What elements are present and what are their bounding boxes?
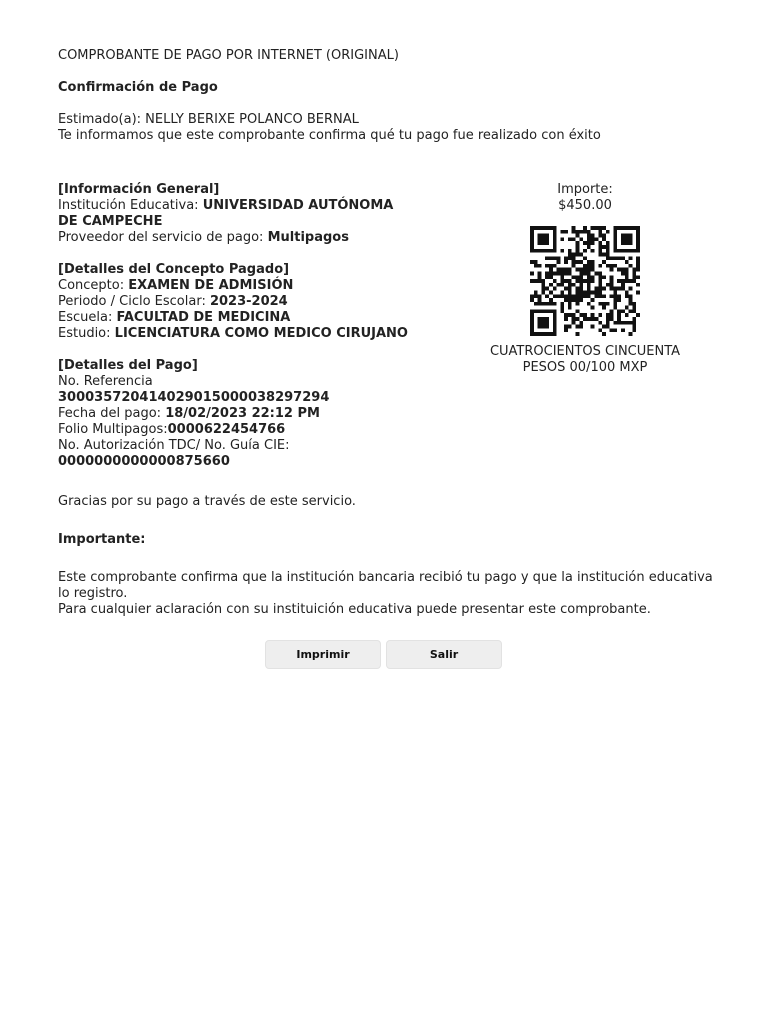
- folio-value: 0000622454766: [167, 422, 286, 437]
- payer-name: NELLY BERIXE POLANCO BERNAL: [145, 112, 359, 127]
- period-label: Periodo / Ciclo Escolar:: [58, 294, 210, 309]
- school-label: Escuela:: [58, 310, 117, 325]
- date-label: Fecha del pago:: [58, 406, 166, 421]
- school-value: FACULTAD DE MEDICINA: [116, 310, 291, 325]
- provider-row: [58, 230, 458, 246]
- concept-row: [58, 278, 458, 294]
- confirmation-title: Confirmación de Pago: [58, 80, 218, 95]
- receipt-title: COMPROBANTE DE PAGO POR INTERNET (ORIGINAL): [58, 48, 399, 63]
- general-info-title: [Información General]: [58, 182, 220, 197]
- important-line1: Este comprobante confirma que la institución bancaria recibió tu pago y que la institución educativa lo registro.: [58, 570, 713, 601]
- provider-value: Multipagos: [267, 230, 349, 245]
- important-line2: Para cualquier aclaración con su instituición educativa puede presentar este comprobante.: [58, 602, 651, 617]
- amount-words-line1: CUATROCIENTOS CINCUENTA: [489, 344, 681, 359]
- details-column: [58, 182, 458, 470]
- institution-value-line1: UNIVERSIDAD AUTÓNOMA: [202, 198, 394, 213]
- institution-value-line2: DE CAMPECHE: [58, 214, 163, 229]
- print-button[interactable]: Imprimir: [265, 640, 381, 669]
- concept-label: Concepto:: [58, 278, 129, 293]
- period-row: [58, 294, 458, 310]
- thanks-message: Gracias por su pago a través de este servicio.: [58, 494, 356, 509]
- greeting-block: [58, 112, 601, 144]
- school-row: [58, 310, 458, 326]
- authorization-value: 0000000000000875660: [58, 454, 230, 469]
- amount-column: [470, 182, 700, 376]
- study-row: [58, 326, 458, 342]
- reference-value: 3000357204140290150000382972​94: [58, 390, 330, 405]
- action-buttons: [265, 640, 502, 669]
- authorization-label: No. Autorización TDC/ No. Guía CIE:: [58, 438, 290, 453]
- folio-label: Folio Multipagos:: [58, 422, 168, 437]
- amount-words-line2: PESOS 00/100 MXP: [522, 360, 648, 375]
- concept-details-title: [Detalles del Concepto Pagado]: [58, 262, 290, 277]
- confirmation-message: Te informamos que este comprobante confirma qué tu pago fue realizado con éxito: [58, 128, 601, 143]
- amount-label: Importe:: [557, 182, 613, 197]
- study-value: LICENCIATURA COMO MEDICO CIRUJANO: [114, 326, 408, 341]
- salutation-prefix: Estimado(a):: [58, 112, 146, 127]
- qr-code-icon: [527, 226, 643, 336]
- reference-label: No. Referencia: [58, 374, 153, 389]
- institution-row: [58, 198, 458, 214]
- important-title: Importante:: [58, 532, 146, 547]
- period-value: 2023-2024: [209, 294, 288, 309]
- salutation-line: [58, 112, 601, 128]
- concept-value: EXAMEN DE ADMISIÓN: [128, 278, 294, 293]
- study-label: Estudio:: [58, 326, 115, 341]
- date-value: 18/02/2023 22:12 PM: [165, 406, 320, 421]
- exit-button[interactable]: Salir: [386, 640, 502, 669]
- date-row: [58, 406, 458, 422]
- payment-details-title: [Detalles del Pago]: [58, 358, 198, 373]
- amount-value: $450.00: [558, 198, 612, 213]
- folio-row: [58, 422, 458, 438]
- institution-label: Institución Educativa:: [58, 198, 203, 213]
- provider-label: Proveedor del servicio de pago:: [58, 230, 268, 245]
- important-text: [58, 570, 718, 618]
